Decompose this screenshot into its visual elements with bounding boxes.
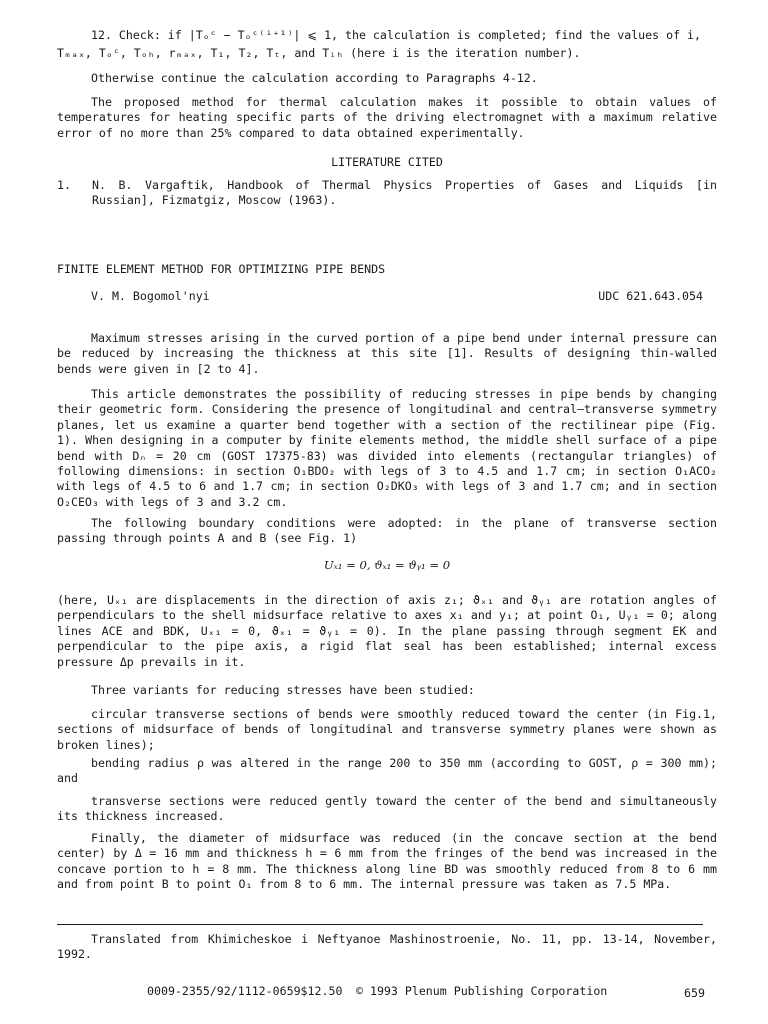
proposed-method-paragraph: The proposed method for thermal calculation makes it possible to obtain values of temperatures for heating specific parts of the driving electromagnet with a maximum relative error of no more than 25% compared to data obtained experimentally. [57, 95, 717, 140]
boundary-conditions-paragraph: The following boundary conditions were adopted: in the plane of transverse section passing through points A and B (see Fig. 1) [57, 516, 717, 546]
copyright-notice: © 1993 Plenum Publishing Corporation [356, 984, 608, 998]
reference-text: N. B. Vargaftik, Handbook of Thermal Physics Properties of Gases and Liquids [in Russian], Fizmatgiz, Moscow (1963). [92, 178, 717, 208]
final-paragraph: Finally, the diameter of midsurface was reduced (in the concave section at the bend center) by Δ = 16 mm and thickness h = 6 mm from the fringes of the bend was increased in the concave portion to h = 8 mm. The thickness along line BD was smoothly reduced from 8 to 6 mm and from point B to point O₁ from 8 to 6 mm. The internal pressure was taken as 7.5 MPa. [57, 831, 717, 892]
variant-one: circular transverse sections of bends were smoothly reduced toward the center (in Fig.1, sections of midsurface of bends of longitudinal and transverse symmetry planes were shown as broken lines); [57, 707, 717, 752]
check-values-line: Tₘₐₓ, Tₒᶜ, Tₒₕ, rₘₐₓ, T₁, T₂, Tₜ, and Tᵢₕ (here i is the iteration number). [57, 46, 581, 60]
variant-two: bending radius ρ was altered in the range 200 to 350 mm (according to GOST, ρ = 300 mm); and [57, 756, 717, 786]
variants-intro: Three variants for reducing stresses have been studied: [91, 683, 475, 697]
price-code: 0009-2355/92/1112-0659$12.50 [147, 984, 343, 998]
article-author: V. M. Bogomol'nyi [91, 289, 210, 303]
displacement-paragraph: (here, Uₓ₁ are displacements in the direction of axis z₁; ϑₓ₁ and ϑᵧ₁ are rotation angles of perpendiculars to the shell midsurface relative to axes x₁ and y₁; at point O₁, Uᵧ₁ = 0; along lines ACE and BDK, Uₓ₁ = 0, ϑₓ₁ = ϑᵧ₁ = 0). In the plane passing through segment EK and perpendicular to the pipe axis, a rigid flat seal has been established; internal excess pressure Δp prevails in it. [57, 593, 717, 669]
variant-three: transverse sections were reduced gently toward the center of the bend and simultaneously its thickness increased. [57, 794, 717, 824]
check-step-line: 12. Check: if |Tₒᶜ − Tₒᶜ⁽ⁱ⁺¹⁾| ⩽ 1, the calculation is completed; find the values of i, [91, 28, 701, 42]
symmetry-paragraph: This article demonstrates the possibility of reducing stresses in pipe bends by changing their geometric form. Considering the presence of longitudinal and central—transverse symmetry planes, let us examine a quarter bend together with a section of the rectilinear pipe (Fig. 1). When designing in a computer by finite elements method, the middle shell surface of a pipe bend with Dₙ = 20 cm (GOST 17375-83) was divided into elements (rectangular triangles) of following dimensions: in section O₁BDO₂ with legs of 3 to 4.5 and 1.7 cm; in section O₁ACO₂ with legs of 4.5 to 6 and 1.7 cm; in section O₂DKO₃ with legs of 3 and 1.7 cm; and in section O₂CEO₃ with legs of 3 and 3.2 cm. [57, 387, 717, 509]
page-number: 659 [684, 986, 705, 1000]
translation-footnote: Translated from Khimicheskoe i Neftyanoe Mashinostroenie, No. 11, pp. 13-14, November, 1992. [57, 932, 717, 962]
intro-paragraph: Maximum stresses arising in the curved portion of a pipe bend under internal pressure can be reduced by increasing the thickness at this site [1]. Results of designing thin-walled bends were given in [2 to 4]. [57, 331, 717, 376]
otherwise-paragraph: Otherwise continue the calculation according to Paragraphs 4-12. [91, 71, 538, 85]
literature-heading: LITERATURE CITED [331, 155, 443, 169]
reference-number: 1. [57, 178, 71, 192]
article-title: FINITE ELEMENT METHOD FOR OPTIMIZING PIPE BENDS [57, 262, 386, 276]
footnote-divider [57, 924, 703, 925]
udc-code: UDC 621.643.054 [598, 289, 703, 303]
boundary-equation: Uₓ₁ = 0, ϑₓ₁ = ϑᵧ₁ = 0 [323, 558, 451, 572]
